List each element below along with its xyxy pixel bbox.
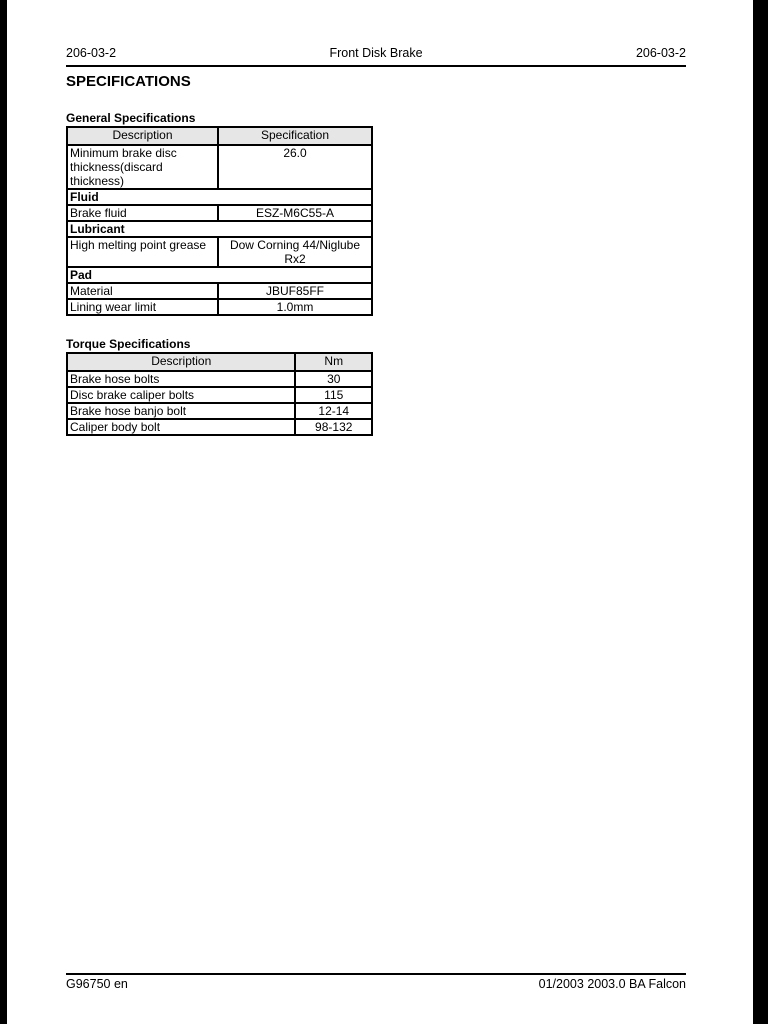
footer-document-id: G96750 en — [66, 977, 128, 991]
table-row — [67, 283, 372, 299]
group-row-lubricant — [67, 221, 372, 237]
column-header-specification: Specification — [218, 127, 372, 145]
table-row — [67, 237, 372, 267]
row-description: Brake hose banjo bolt — [67, 403, 295, 419]
torque-spec-table — [66, 352, 373, 436]
table-row — [67, 403, 372, 419]
row-description: Brake hose bolts — [67, 371, 295, 387]
table-header-row — [67, 127, 372, 145]
row-value: 1.0mm — [218, 299, 372, 315]
table-row — [67, 371, 372, 387]
row-description: Lining wear limit — [67, 299, 218, 315]
row-description: Material — [67, 283, 218, 299]
row-description: High melting point grease — [67, 237, 218, 267]
document-page — [7, 0, 753, 1024]
group-label: Lubricant — [67, 221, 372, 237]
row-description: Disc brake caliper bolts — [67, 387, 295, 403]
row-value: 30 — [295, 371, 372, 387]
row-value: 98-132 — [295, 419, 372, 435]
column-header-nm: Nm — [295, 353, 372, 371]
row-description: Brake fluid — [67, 205, 218, 221]
general-spec-table — [66, 126, 373, 316]
general-spec-heading: General Specifications — [66, 111, 196, 125]
footer-edition: 01/2003 2003.0 BA Falcon — [538, 977, 686, 991]
row-value: 115 — [295, 387, 372, 403]
table-row — [67, 145, 372, 189]
table-row — [67, 205, 372, 221]
group-label: Pad — [67, 267, 372, 283]
group-row-fluid — [67, 189, 372, 205]
row-value: JBUF85FF — [218, 283, 372, 299]
row-value: ESZ-M6C55-A — [218, 205, 372, 221]
column-header-description: Description — [67, 127, 218, 145]
footer-rule — [66, 973, 686, 975]
table-row — [67, 299, 372, 315]
row-value: 26.0 — [218, 145, 372, 189]
page-title: SPECIFICATIONS — [66, 73, 191, 90]
header-rule — [66, 65, 686, 67]
group-row-pad — [67, 267, 372, 283]
row-description: Caliper body bolt — [67, 419, 295, 435]
table-row — [67, 387, 372, 403]
group-label: Fluid — [67, 189, 372, 205]
row-description: Minimum brake disc thickness(discard thickness) — [67, 145, 218, 189]
column-header-description: Description — [67, 353, 295, 371]
header-title: Front Disk Brake — [329, 46, 423, 60]
row-value: Dow Corning 44/Niglube Rx2 — [218, 237, 372, 267]
table-row — [67, 419, 372, 435]
table-header-row — [67, 353, 372, 371]
header-section-number: 206-03-2 — [66, 46, 117, 60]
row-value: 12-14 — [295, 403, 372, 419]
torque-spec-heading: Torque Specifications — [66, 337, 191, 351]
header-section-number-right: 206-03-2 — [635, 46, 686, 60]
